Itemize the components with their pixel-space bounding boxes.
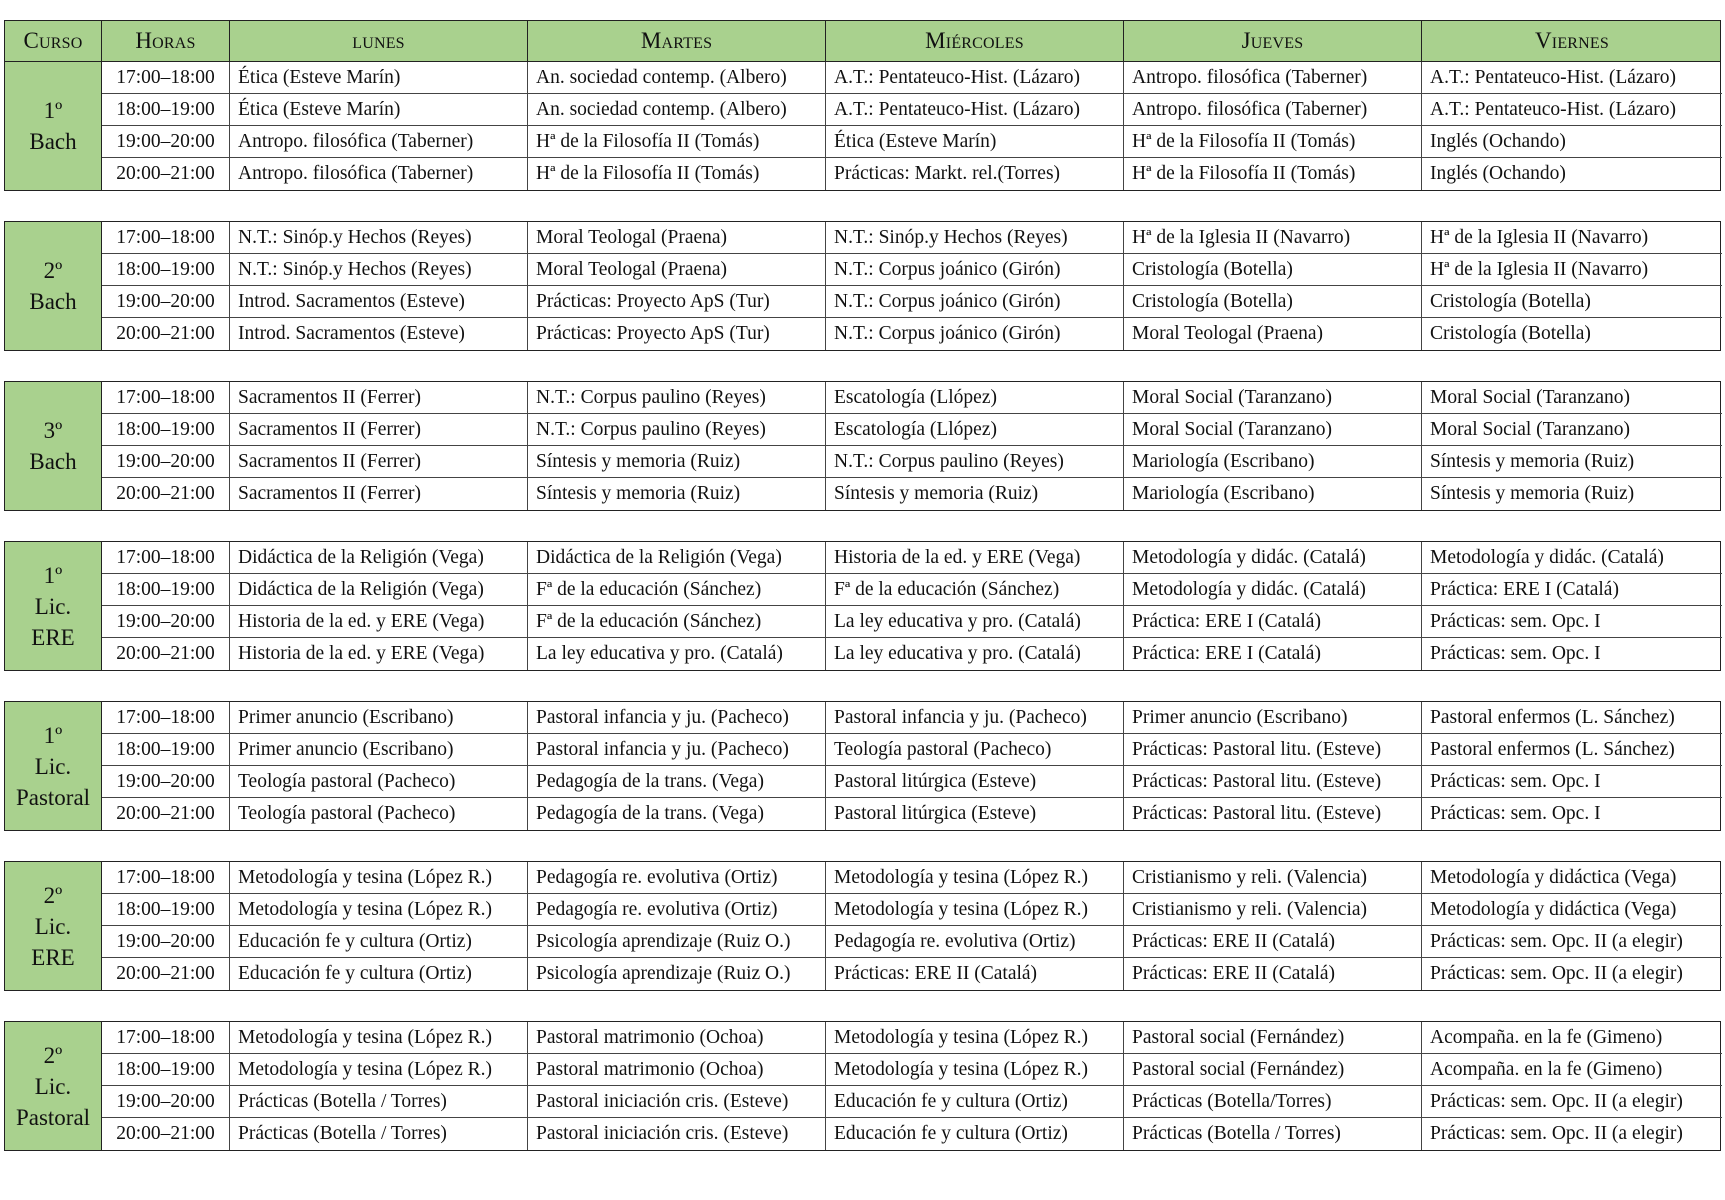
subject-cell: Teología pastoral (Pacheco) <box>230 798 528 830</box>
subject-cell: Prácticas (Botella / Torres) <box>230 1086 528 1117</box>
time-cell: 17:00–18:00 <box>102 702 230 733</box>
subject-cell: N.T.: Corpus paulino (Reyes) <box>528 414 826 445</box>
subject-cell: Educación fe y cultura (Ortiz) <box>230 926 528 957</box>
table-row <box>102 1054 1722 1086</box>
header-curso: Curso <box>5 21 102 61</box>
subject-cell: Historia de la ed. y ERE (Vega) <box>230 638 528 670</box>
subject-cell: Ética (Esteve Marín) <box>826 126 1124 157</box>
subject-cell: Síntesis y memoria (Ruiz) <box>528 478 826 510</box>
time-cell: 17:00–18:00 <box>102 382 230 413</box>
subject-cell: Pastoral matrimonio (Ochoa) <box>528 1054 826 1085</box>
header-row <box>4 20 1721 62</box>
course-block <box>4 62 1721 191</box>
subject-cell: Prácticas: sem. Opc. I <box>1430 770 1601 792</box>
course-rows <box>102 62 1722 190</box>
subject-cell: Prácticas: Markt. rel.(Torres) <box>826 158 1124 190</box>
subject-cell: N.T.: Corpus paulino (Reyes) <box>528 382 826 413</box>
table-row <box>102 894 1722 926</box>
subject-cell: Inglés (Ochando) <box>1430 130 1566 152</box>
table-row <box>102 1022 1722 1054</box>
subject-cell: Metodología y tesina (López R.) <box>826 894 1124 925</box>
subject-cell: Moral Social (Taranzano) <box>1124 414 1422 445</box>
course-groups <box>4 62 1721 1151</box>
subject-cell: Acompaña. en la fe (Gimeno) <box>1430 1058 1663 1080</box>
subject-cell: Moral Social (Taranzano) <box>1430 418 1631 440</box>
subject-cell: Didáctica de la Religión (Vega) <box>230 574 528 605</box>
subject-cell: Metodología y didáctica (Vega) <box>1430 866 1677 888</box>
subject-cell: Teología pastoral (Pacheco) <box>230 766 528 797</box>
subject-cell: An. sociedad contemp. (Albero) <box>528 62 826 93</box>
subject-cell: Prácticas: sem. Opc. II (a elegir) <box>1430 963 1683 984</box>
course-label: 2º Lic. ERE <box>5 862 102 990</box>
subject-cell: N.T.: Sinóp.y Hechos (Reyes) <box>230 222 528 253</box>
table-row <box>102 222 1722 254</box>
subject-cell: Práctica: ERE I (Catalá) <box>1124 606 1422 637</box>
time-cell: 17:00–18:00 <box>102 222 230 253</box>
time-cell: 19:00–20:00 <box>102 606 230 637</box>
subject-cell: Primer anuncio (Escribano) <box>230 734 528 765</box>
time-cell: 20:00–21:00 <box>102 1118 230 1150</box>
course-label: 1º Lic. Pastoral <box>5 702 102 830</box>
subject-cell: Metodología y tesina (López R.) <box>826 1022 1124 1053</box>
subject-cell: Prácticas: Proyecto ApS (Tur) <box>528 286 826 317</box>
subject-cell: Hª de la Filosofía II (Tomás) <box>1124 158 1422 190</box>
course-rows <box>102 542 1722 670</box>
subject-cell: A.T.: Pentateuco-Hist. (Lázaro) <box>1430 98 1676 120</box>
subject-cell: Prácticas: Pastoral litu. (Esteve) <box>1124 734 1422 765</box>
subject-cell: Fª de la educación (Sánchez) <box>528 574 826 605</box>
table-row <box>102 862 1722 894</box>
subject-cell: La ley educativa y pro. (Catalá) <box>826 638 1124 670</box>
subject-cell: Acompaña. en la fe (Gimeno) <box>1430 1026 1663 1048</box>
group-spacer <box>4 671 1721 701</box>
subject-cell: Prácticas: ERE II (Catalá) <box>826 958 1124 990</box>
subject-cell: A.T.: Pentateuco-Hist. (Lázaro) <box>826 94 1124 125</box>
subject-cell: Antropo. filosófica (Taberner) <box>1124 62 1422 93</box>
subject-cell: N.T.: Sinóp.y Hechos (Reyes) <box>826 222 1124 253</box>
subject-cell: Prácticas: sem. Opc. I <box>1430 610 1601 632</box>
subject-cell: Pastoral infancia y ju. (Pacheco) <box>826 702 1124 733</box>
subject-cell: Hª de la Iglesia II (Navarro) <box>1430 226 1649 248</box>
time-cell: 18:00–19:00 <box>102 894 230 925</box>
subject-cell: Historia de la ed. y ERE (Vega) <box>230 606 528 637</box>
time-cell: 20:00–21:00 <box>102 158 230 190</box>
subject-cell: Hª de la Filosofía II (Tomás) <box>528 158 826 190</box>
subject-cell: N.T.: Corpus paulino (Reyes) <box>826 446 1124 477</box>
subject-cell: Moral Social (Taranzano) <box>1124 382 1422 413</box>
subject-cell: Metodología y didác. (Catalá) <box>1124 542 1422 573</box>
subject-cell: Antropo. filosófica (Taberner) <box>230 126 528 157</box>
group-spacer <box>4 351 1721 381</box>
subject-cell: Pastoral infancia y ju. (Pacheco) <box>528 702 826 733</box>
table-row <box>102 158 1722 190</box>
subject-cell: Moral Social (Taranzano) <box>1430 386 1631 408</box>
header-day-monday: lunes <box>230 21 528 61</box>
header-day-friday: Viernes <box>1534 28 1609 53</box>
subject-cell: Mariología (Escribano) <box>1124 446 1422 477</box>
subject-cell: La ley educativa y pro. (Catalá) <box>826 606 1124 637</box>
subject-cell: Pastoral matrimonio (Ochoa) <box>528 1022 826 1053</box>
table-row <box>102 702 1722 734</box>
subject-cell: Cristología (Botella) <box>1124 254 1422 285</box>
table-row <box>102 926 1722 958</box>
table-row <box>102 798 1722 830</box>
subject-cell: N.T.: Corpus joánico (Girón) <box>826 254 1124 285</box>
course-block <box>4 861 1721 991</box>
subject-cell: Hª de la Iglesia II (Navarro) <box>1124 222 1422 253</box>
table-row <box>102 766 1722 798</box>
table-row <box>102 1086 1722 1118</box>
table-row <box>102 574 1722 606</box>
subject-cell: Pastoral litúrgica (Esteve) <box>826 766 1124 797</box>
subject-cell: Prácticas: sem. Opc. I <box>1430 803 1601 824</box>
header-day-thursday: Jueves <box>1124 21 1422 61</box>
subject-cell: Pastoral social (Fernández) <box>1124 1054 1422 1085</box>
subject-cell: Hª de la Filosofía II (Tomás) <box>1124 126 1422 157</box>
table-row <box>102 638 1722 670</box>
subject-cell: An. sociedad contemp. (Albero) <box>528 94 826 125</box>
course-block <box>4 1021 1721 1151</box>
subject-cell: Antropo. filosófica (Taberner) <box>230 158 528 190</box>
group-spacer <box>4 511 1721 541</box>
subject-cell: Práctica: ERE I (Catalá) <box>1430 578 1619 600</box>
subject-cell: Prácticas (Botella / Torres) <box>230 1118 528 1150</box>
course-label: 1º Bach <box>5 62 102 190</box>
subject-cell: Primer anuncio (Escribano) <box>1124 702 1422 733</box>
subject-cell: Prácticas: sem. Opc. II (a elegir) <box>1430 1123 1683 1144</box>
time-cell: 19:00–20:00 <box>102 1086 230 1117</box>
subject-cell: Metodología y tesina (López R.) <box>826 1054 1124 1085</box>
subject-cell: Moral Teologal (Praena) <box>528 222 826 253</box>
subject-cell: Inglés (Ochando) <box>1430 163 1566 184</box>
subject-cell: Moral Teologal (Praena) <box>528 254 826 285</box>
time-cell: 20:00–21:00 <box>102 318 230 350</box>
subject-cell: Psicología aprendizaje (Ruiz O.) <box>528 926 826 957</box>
schedule-table <box>4 20 1721 1151</box>
time-cell: 17:00–18:00 <box>102 62 230 93</box>
subject-cell: Pedagogía de la trans. (Vega) <box>528 798 826 830</box>
subject-cell: Pastoral social (Fernández) <box>1124 1022 1422 1053</box>
course-rows <box>102 382 1722 510</box>
course-block <box>4 541 1721 671</box>
course-rows <box>102 222 1722 350</box>
group-spacer <box>4 991 1721 1021</box>
subject-cell: Síntesis y memoria (Ruiz) <box>1430 450 1635 472</box>
subject-cell: Cristianismo y reli. (Valencia) <box>1124 862 1422 893</box>
subject-cell: Síntesis y memoria (Ruiz) <box>826 478 1124 510</box>
subject-cell: Pedagogía de la trans. (Vega) <box>528 766 826 797</box>
subject-cell: Psicología aprendizaje (Ruiz O.) <box>528 958 826 990</box>
subject-cell: A.T.: Pentateuco-Hist. (Lázaro) <box>826 62 1124 93</box>
subject-cell: Pedagogía re. evolutiva (Ortiz) <box>528 894 826 925</box>
subject-cell: Metodología y tesina (López R.) <box>230 862 528 893</box>
subject-cell: Pedagogía re. evolutiva (Ortiz) <box>826 926 1124 957</box>
subject-cell: Metodología y tesina (López R.) <box>230 894 528 925</box>
time-cell: 18:00–19:00 <box>102 94 230 125</box>
subject-cell: Pastoral enfermos (L. Sánchez) <box>1430 706 1675 728</box>
time-cell: 18:00–19:00 <box>102 1054 230 1085</box>
subject-cell: Prácticas (Botella / Torres) <box>1124 1118 1422 1150</box>
header-day-tuesday: Martes <box>528 21 826 61</box>
header-day-wednesday: Miércoles <box>826 21 1124 61</box>
table-row <box>102 382 1722 414</box>
time-cell: 18:00–19:00 <box>102 414 230 445</box>
table-row <box>102 286 1722 318</box>
subject-cell: Metodología y tesina (López R.) <box>230 1054 528 1085</box>
table-row <box>102 414 1722 446</box>
subject-cell: Teología pastoral (Pacheco) <box>826 734 1124 765</box>
subject-cell: Hª de la Iglesia II (Navarro) <box>1430 258 1649 280</box>
subject-cell: Pastoral iniciación cris. (Esteve) <box>528 1118 826 1150</box>
course-rows <box>102 862 1722 990</box>
time-cell: 18:00–19:00 <box>102 574 230 605</box>
subject-cell: Cristianismo y reli. (Valencia) <box>1124 894 1422 925</box>
subject-cell: Moral Teologal (Praena) <box>1124 318 1422 350</box>
time-cell: 18:00–19:00 <box>102 254 230 285</box>
subject-cell: Pedagogía re. evolutiva (Ortiz) <box>528 862 826 893</box>
subject-cell: Fª de la educación (Sánchez) <box>826 574 1124 605</box>
table-row <box>102 254 1722 286</box>
subject-cell: Prácticas: sem. Opc. I <box>1430 643 1601 664</box>
subject-cell: Prácticas: Pastoral litu. (Esteve) <box>1124 766 1422 797</box>
subject-cell: Sacramentos II (Ferrer) <box>230 446 528 477</box>
subject-cell: Prácticas: sem. Opc. II (a elegir) <box>1430 930 1683 952</box>
subject-cell: Didáctica de la Religión (Vega) <box>230 542 528 573</box>
time-cell: 19:00–20:00 <box>102 926 230 957</box>
subject-cell: Educación fe y cultura (Ortiz) <box>826 1086 1124 1117</box>
time-cell: 18:00–19:00 <box>102 734 230 765</box>
subject-cell: Escatología (Llópez) <box>826 382 1124 413</box>
course-label: 1º Lic. ERE <box>5 542 102 670</box>
subject-cell: Prácticas: Proyecto ApS (Tur) <box>528 318 826 350</box>
subject-cell: Didáctica de la Religión (Vega) <box>528 542 826 573</box>
subject-cell: Sacramentos II (Ferrer) <box>230 414 528 445</box>
subject-cell: N.T.: Corpus joánico (Girón) <box>826 318 1124 350</box>
subject-cell: Introd. Sacramentos (Esteve) <box>230 286 528 317</box>
subject-cell: Metodología y tesina (López R.) <box>826 862 1124 893</box>
subject-cell: Síntesis y memoria (Ruiz) <box>1430 483 1635 504</box>
time-cell: 17:00–18:00 <box>102 1022 230 1053</box>
subject-cell: Ética (Esteve Marín) <box>230 62 528 93</box>
time-cell: 20:00–21:00 <box>102 478 230 510</box>
course-label: 2º Lic. Pastoral <box>5 1022 102 1150</box>
subject-cell: Metodología y tesina (López R.) <box>230 1022 528 1053</box>
subject-cell: Prácticas: sem. Opc. II (a elegir) <box>1430 1090 1683 1112</box>
time-cell: 19:00–20:00 <box>102 766 230 797</box>
time-cell: 20:00–21:00 <box>102 958 230 990</box>
subject-cell: Mariología (Escribano) <box>1124 478 1422 510</box>
subject-cell: Historia de la ed. y ERE (Vega) <box>826 542 1124 573</box>
course-rows <box>102 702 1722 830</box>
time-cell: 17:00–18:00 <box>102 862 230 893</box>
header-horas: Horas <box>102 21 230 61</box>
subject-cell: La ley educativa y pro. (Catalá) <box>528 638 826 670</box>
subject-cell: Metodología y didáctica (Vega) <box>1430 898 1677 920</box>
table-row <box>102 126 1722 158</box>
subject-cell: Educación fe y cultura (Ortiz) <box>826 1118 1124 1150</box>
subject-cell: Ética (Esteve Marín) <box>230 94 528 125</box>
subject-cell: N.T.: Sinóp.y Hechos (Reyes) <box>230 254 528 285</box>
course-block <box>4 701 1721 831</box>
subject-cell: Cristología (Botella) <box>1430 323 1591 344</box>
subject-cell: Educación fe y cultura (Ortiz) <box>230 958 528 990</box>
subject-cell: Cristología (Botella) <box>1124 286 1422 317</box>
table-row <box>102 94 1722 126</box>
subject-cell: Primer anuncio (Escribano) <box>230 702 528 733</box>
table-row <box>102 1118 1722 1150</box>
subject-cell: A.T.: Pentateuco-Hist. (Lázaro) <box>1430 66 1676 88</box>
subject-cell: Pastoral enfermos (L. Sánchez) <box>1430 738 1675 760</box>
time-cell: 17:00–18:00 <box>102 542 230 573</box>
subject-cell: Antropo. filosófica (Taberner) <box>1124 94 1422 125</box>
subject-cell: Sacramentos II (Ferrer) <box>230 382 528 413</box>
subject-cell: Prácticas: ERE II (Catalá) <box>1124 958 1422 990</box>
subject-cell: Metodología y didác. (Catalá) <box>1430 546 1664 568</box>
subject-cell: Pastoral infancia y ju. (Pacheco) <box>528 734 826 765</box>
table-row <box>102 958 1722 990</box>
course-label: 3º Bach <box>5 382 102 510</box>
subject-cell: Práctica: ERE I (Catalá) <box>1124 638 1422 670</box>
time-cell: 19:00–20:00 <box>102 126 230 157</box>
group-spacer <box>4 191 1721 221</box>
table-row <box>102 478 1722 510</box>
table-row <box>102 606 1722 638</box>
subject-cell: Prácticas: ERE II (Catalá) <box>1124 926 1422 957</box>
subject-cell: Prácticas (Botella/Torres) <box>1124 1086 1422 1117</box>
course-label: 2º Bach <box>5 222 102 350</box>
subject-cell: Prácticas: Pastoral litu. (Esteve) <box>1124 798 1422 830</box>
time-cell: 20:00–21:00 <box>102 638 230 670</box>
time-cell: 19:00–20:00 <box>102 286 230 317</box>
subject-cell: N.T.: Corpus joánico (Girón) <box>826 286 1124 317</box>
subject-cell: Introd. Sacramentos (Esteve) <box>230 318 528 350</box>
subject-cell: Escatología (Llópez) <box>826 414 1124 445</box>
table-row <box>102 446 1722 478</box>
subject-cell: Hª de la Filosofía II (Tomás) <box>528 126 826 157</box>
subject-cell: Pastoral iniciación cris. (Esteve) <box>528 1086 826 1117</box>
table-row <box>102 734 1722 766</box>
table-row <box>102 62 1722 94</box>
subject-cell: Síntesis y memoria (Ruiz) <box>528 446 826 477</box>
subject-cell: Metodología y didác. (Catalá) <box>1124 574 1422 605</box>
course-block <box>4 221 1721 351</box>
time-cell: 20:00–21:00 <box>102 798 230 830</box>
table-row <box>102 542 1722 574</box>
group-spacer <box>4 831 1721 861</box>
table-row <box>102 318 1722 350</box>
subject-cell: Fª de la educación (Sánchez) <box>528 606 826 637</box>
subject-cell: Cristología (Botella) <box>1430 290 1591 312</box>
subject-cell: Pastoral litúrgica (Esteve) <box>826 798 1124 830</box>
subject-cell: Sacramentos II (Ferrer) <box>230 478 528 510</box>
time-cell: 19:00–20:00 <box>102 446 230 477</box>
course-rows <box>102 1022 1722 1150</box>
course-block <box>4 381 1721 511</box>
